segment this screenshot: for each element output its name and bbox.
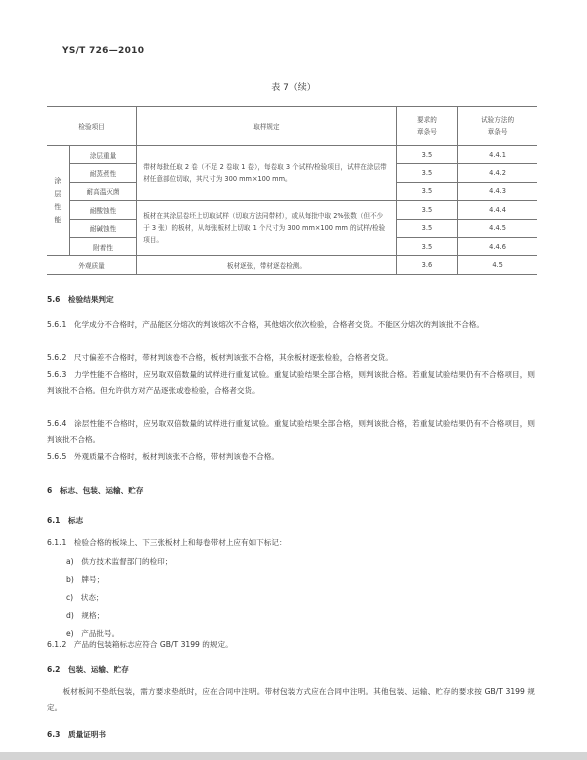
clause-5-6-4: 5.6.4 涂层性能不合格时，应另取双倍数量的试样进行重复试验。重复试验结果全部合格，则判该批合格，若重复试验结果仍有不合格项目，则判该批不合格。	[47, 419, 535, 444]
clause-6-2-body: 板材板间不垫纸包装，需方要求垫纸时，应在合同中注明。带材包装方式应在合同中注明。其他包装、运输、贮存的要求按 GB/T 3199 规定。	[47, 687, 535, 712]
list-item: d) 规格；	[66, 611, 105, 620]
section-6-1-title: 6.1 标志	[47, 516, 84, 525]
row-item: 附着性	[69, 237, 136, 255]
row-item: 耐蒸煮性	[69, 164, 136, 182]
clause-5-6-1: 5.6.1 化学成分不合格时，产品能区分熔次的判该熔次不合格，其他熔次依次检验，合格者交货。不能区分熔次的判该批不合格。	[47, 320, 484, 329]
row-method: 4.4.2	[458, 164, 537, 182]
row-req: 3.5	[396, 164, 457, 182]
table-row	[47, 256, 537, 274]
table-row	[47, 146, 537, 164]
row-item: 耐高温灭菌	[69, 182, 136, 200]
inspection-table	[47, 106, 537, 275]
group-label-coating: 涂 层 性 能	[47, 146, 69, 256]
page-bottom-edge	[0, 752, 587, 760]
clause-5-6-2: 5.6.2 尺寸偏差不合格时，带材判该卷不合格，板材判该张不合格，其余板材逐张检验，合格者交货。	[47, 353, 393, 362]
sampling-block-sheet: 板材在其涂层卷坯上切取试样（切取方法同带材），或从每批中取 2%张数（但不少于 3 张）的板材，从每张板材上切取 1 个尺寸为 300 mm×100 mm 的试样/检验项目。	[137, 201, 396, 256]
row-method: 4.4.5	[458, 219, 537, 237]
row-item: 外观质量	[47, 256, 137, 274]
header-req: 要求的 章条号	[396, 107, 457, 146]
standard-code: YS/T 726—2010	[62, 46, 145, 56]
row-req: 3.5	[396, 182, 457, 200]
header-method: 试验方法的 章条号	[458, 107, 537, 146]
row-req: 3.5	[396, 237, 457, 255]
table-caption: 表 7（续）	[271, 83, 316, 93]
row-req: 3.5	[396, 201, 457, 219]
list-item: b) 牌号；	[66, 575, 105, 584]
section-6-2-title: 6.2 包装、运输、贮存	[47, 665, 129, 674]
row-req: 3.6	[396, 256, 457, 274]
clause-6-1-1: 6.1.1 检验合格的板垛上、下三张板材上和每卷带材上应有如下标记：	[47, 538, 287, 547]
sampling-block-strip: 带材每批任取 2 卷（不足 2 卷取 1 卷），每卷取 3 个试样/检验项目，试样在涂层带材任意部位切取，其尺寸为 300 mm×100 mm。	[137, 146, 396, 201]
table-row	[47, 201, 537, 219]
row-req: 3.5	[396, 146, 457, 164]
section-6-3-title: 6.3 质量证明书	[47, 730, 107, 739]
header-sampling: 取样规定	[137, 107, 396, 146]
row-item: 涂层重量	[69, 146, 136, 164]
clause-6-1-2: 6.1.2 产品的包装箱标志应符合 GB/T 3199 的规定。	[47, 640, 233, 649]
row-method: 4.4.4	[458, 201, 537, 219]
row-item: 耐碱蚀性	[69, 219, 136, 237]
list-item: a) 供方技术监督部门的检印；	[66, 557, 173, 566]
row-item: 耐酸蚀性	[69, 201, 136, 219]
row-method: 4.4.6	[458, 237, 537, 255]
list-item: c) 状态；	[66, 593, 104, 602]
section-6-title: 6 标志、包装、运输、贮存	[47, 486, 144, 495]
row-method: 4.4.1	[458, 146, 537, 164]
list-item: e) 产品批号。	[66, 629, 120, 638]
clause-5-6-5: 5.6.5 外观质量不合格时，板材判该张不合格，带材判该卷不合格。	[47, 452, 279, 461]
row-method: 4.5	[458, 256, 537, 274]
row-method: 4.4.3	[458, 182, 537, 200]
row-sampling: 板材逐张，带材逐卷检测。	[137, 256, 396, 274]
row-req: 3.5	[396, 219, 457, 237]
header-item: 检验项目	[47, 107, 137, 146]
table-header-row	[47, 107, 537, 146]
clause-5-6-3: 5.6.3 力学性能不合格时，应另取双倍数量的试样进行重复试验。重复试验结果全部合格，则判该批合格。若重复试验结果仍有不合格项目，则判该批不合格。但允许供方对产品逐张或卷检验，合格者交货。	[47, 370, 535, 395]
section-5-6-title: 5.6 检验结果判定	[47, 295, 114, 304]
